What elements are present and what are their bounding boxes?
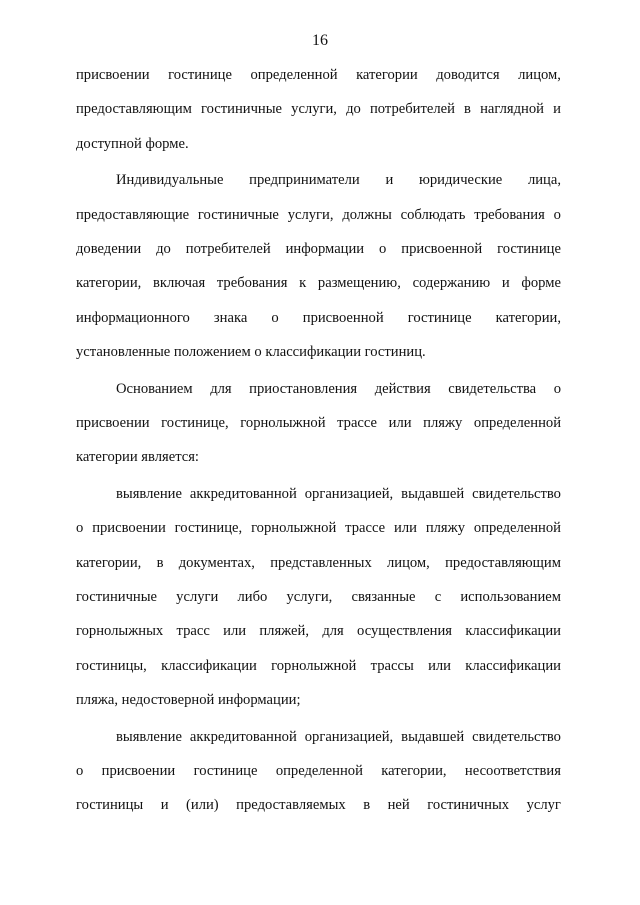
paragraph bbox=[76, 169, 561, 375]
paragraph bbox=[76, 726, 561, 829]
text-line: горнолыжных трасс или пляжей, для осуществления классификации bbox=[76, 623, 561, 640]
paragraph bbox=[76, 378, 561, 481]
text-line: присвоении гостинице определенной категории доводится лицом, bbox=[76, 67, 561, 83]
text-line: категории, в документах, представленных лицом, предоставляющим bbox=[76, 554, 561, 571]
paragraph bbox=[76, 483, 561, 723]
text-line: гостиничные услуги либо услуги, связанные с использованием bbox=[76, 588, 561, 605]
text-line: присвоении гостинице, горнолыжной трассе или пляжу определенной bbox=[76, 414, 561, 431]
text-line: выявление аккредитованной организацией, выдавшей свидетельство bbox=[116, 728, 561, 745]
text-line: выявление аккредитованной организацией, выдавшей свидетельство bbox=[116, 486, 561, 503]
text-line: Основанием для приостановления действия свидетельства о bbox=[116, 380, 561, 397]
text-line: категории является: bbox=[76, 449, 199, 466]
paragraph bbox=[76, 64, 561, 167]
text-line: Индивидуальные предприниматели и юридические лица, bbox=[116, 172, 561, 189]
text-line: предоставляющим гостиничные услуги, до потребителей в наглядной и bbox=[76, 101, 561, 118]
text-line: о присвоении гостинице, горнолыжной трассе или пляжу определенной bbox=[76, 520, 561, 537]
text-line: предоставляющие гостиничные услуги, должны соблюдать требования о bbox=[76, 206, 561, 223]
text-line: категории, включая требования к размещению, содержанию и форме bbox=[76, 275, 561, 292]
text-line: гостиницы и (или) предоставляемых в ней гостиничных услуг bbox=[76, 797, 561, 814]
text-line: пляжа, недостоверной информации; bbox=[76, 691, 301, 708]
page-number: 16 bbox=[312, 32, 328, 49]
text-line: гостиницы, классификации горнолыжной трассы или классификации bbox=[76, 657, 561, 674]
text-line: доступной форме. bbox=[76, 135, 189, 152]
text-line: установленные положением о классификации гостиниц. bbox=[76, 343, 426, 360]
text-line: информационного знака о присвоенной гостинице категории, bbox=[76, 309, 561, 326]
text-line: о присвоении гостинице определенной категории, несоответствия bbox=[76, 762, 561, 779]
text-line: доведении до потребителей информации о присвоенной гостинице bbox=[76, 240, 561, 257]
document-body bbox=[76, 64, 561, 831]
